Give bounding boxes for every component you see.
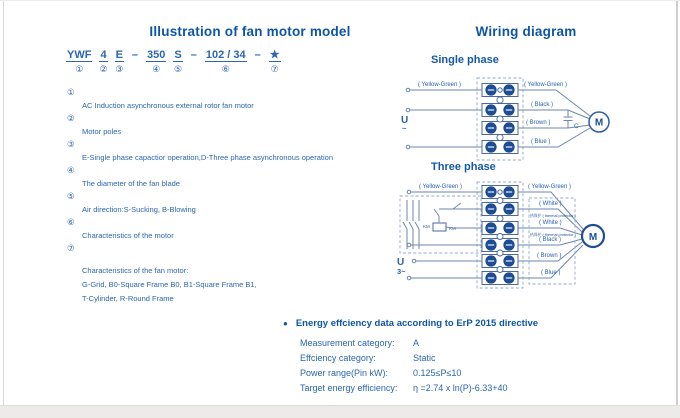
model-code-segment [66, 49, 92, 75]
legend-item [67, 192, 333, 214]
model-code-separator [190, 49, 198, 61]
model-code-separator [131, 49, 139, 61]
wire-label: ( Black ) [531, 102, 554, 108]
model-code-number: ① [75, 65, 84, 75]
legend-item [67, 218, 333, 240]
model-code-text: – [254, 49, 261, 61]
model-code-separator [254, 49, 262, 61]
supply-symbol: U [397, 257, 405, 268]
terminal-block [477, 182, 523, 288]
wire-label: ( Yellow-Green ) [528, 184, 572, 190]
energy-row-label: Effciency category: [300, 353, 376, 363]
model-code-segment [115, 49, 124, 75]
energy-row-value: A [413, 338, 420, 348]
model-code-number: ⑦ [270, 65, 279, 75]
terminal-block [477, 78, 523, 160]
wire-label: ( Brown ) [537, 253, 562, 259]
energy-row-label: Power range(Pin kW): [300, 368, 389, 378]
energy-heading: Energy effciency data according to ErP 2015 directive [295, 318, 539, 329]
model-code-text: 4 [100, 49, 107, 61]
legend-item [67, 114, 333, 136]
legend-text: Characteristics of the fan motor: [82, 266, 189, 275]
energy-row-label: Measurement category: [300, 338, 395, 348]
energy-row [300, 351, 538, 366]
model-code-text: YWF [67, 49, 92, 61]
model-code-segment [173, 49, 182, 75]
model-code [66, 49, 281, 75]
supply-wires [406, 88, 482, 149]
legend-text: G-Grid, B0-Square Frame B0, B1-Square Frame B1, [82, 280, 257, 289]
fan-model-title: Illustration of fan motor model [149, 24, 351, 39]
contactor-label: KM [423, 224, 430, 229]
energy-row-value: Static [413, 353, 436, 363]
supply-phase-symbol: ~ [402, 124, 407, 133]
page-edge-left [3, 0, 4, 406]
wire-label: ( Blue ) [531, 139, 551, 145]
motor-icon [582, 225, 604, 247]
wire-label: ( Blue ) [541, 270, 561, 276]
wire-label: ( Black ) [539, 237, 562, 243]
energy-row [300, 366, 538, 381]
model-code-number: ② [99, 65, 108, 75]
legend-number: ⑦ [67, 244, 75, 254]
single-phase-diagram [398, 68, 673, 164]
wire-label: ( White ) [539, 201, 562, 207]
capacitor-label: C [574, 123, 579, 130]
legend-text: Characteristics of the motor [82, 231, 174, 240]
wire-label: ( Yellow-Green ) [418, 82, 462, 88]
wire-label: ( Yellow-Green ) [524, 82, 568, 88]
energy-efficiency-section [283, 318, 538, 396]
model-code-segment [269, 49, 281, 75]
motor-label: M [594, 117, 604, 129]
single-phase-label: Single phase [431, 54, 499, 66]
legend-text: AC Induction asynchronous external rotor fan motor [82, 101, 254, 110]
motor-icon [589, 112, 609, 132]
legend-text: Air direction:S-Sucking, B-Blowing [82, 205, 196, 214]
model-code-text: 350 [147, 49, 166, 61]
motor-label: M [588, 232, 598, 243]
energy-row-value: 0.125≤P≤10 [413, 368, 462, 378]
legend-item [67, 166, 333, 188]
legend-text: E-Single phase capactior operation,D-Three phase asynchronous operation [82, 153, 333, 162]
wire-label: ( White ) [539, 220, 562, 226]
wiring-diagram-title: Wiring diagram [475, 24, 577, 39]
model-code-number: ⑤ [174, 65, 183, 75]
model-code-number: ③ [115, 65, 124, 75]
legend-item [67, 140, 333, 162]
energy-rows [300, 336, 538, 396]
supply-symbol: U [401, 115, 409, 126]
model-code-segment [146, 49, 166, 75]
legend-number: ④ [67, 166, 75, 176]
energy-row [300, 336, 538, 351]
contactor-coil-label: KM [449, 226, 456, 231]
model-code-text: – [190, 49, 197, 61]
legend-text: Motor poles [82, 127, 122, 136]
motor-wires [518, 90, 590, 147]
energy-row-label: Target energy efficiency: [300, 383, 398, 393]
legend-text: T-Cylinder, R-Round Frame [82, 294, 174, 303]
energy-row-value: η =2.74 x ln(P)-6.33+40 [413, 383, 508, 393]
legend-item [67, 88, 333, 110]
model-code-number: ④ [152, 65, 161, 75]
legend-number: ② [67, 114, 75, 124]
energy-heading-row [283, 318, 538, 329]
legend-number: ⑥ [67, 218, 75, 228]
legend-number: ⑤ [67, 192, 75, 202]
energy-row [300, 381, 538, 396]
model-code-text: 102 / 34 [205, 49, 246, 61]
bullet-icon: ● [283, 319, 288, 328]
model-legend-list [67, 88, 333, 308]
three-phase-diagram [393, 176, 680, 298]
supply-phase-symbol: 3~ [397, 267, 406, 276]
model-code-text: E [115, 49, 123, 61]
legend-number: ① [67, 88, 75, 98]
page-edge-bottom [0, 405, 680, 418]
model-code-text: – [131, 49, 139, 61]
legend-item [67, 244, 333, 304]
thermal-protector-note: 热保护 ( thermal protector ) [530, 233, 576, 237]
legend-text: The diameter of the fan blade [82, 179, 180, 188]
model-code-segment [205, 49, 247, 75]
supply-wires [407, 243, 482, 280]
page-edge-top [0, 0, 680, 1]
capacitor-icon [564, 110, 573, 128]
star-icon: ★ [269, 49, 280, 61]
model-code-segment [99, 49, 107, 75]
contactor-control-box [400, 196, 482, 253]
three-phase-label: Three phase [431, 161, 496, 173]
legend-number: ③ [67, 140, 75, 150]
model-code-number: ⑥ [221, 65, 230, 75]
thermal-protector-note: 热保护 ( thermal protector ) [530, 214, 576, 218]
model-code-text: S [174, 49, 182, 61]
wire-label: ( Yellow-Green ) [419, 184, 463, 190]
wire-label: ( Brown ) [526, 120, 551, 126]
